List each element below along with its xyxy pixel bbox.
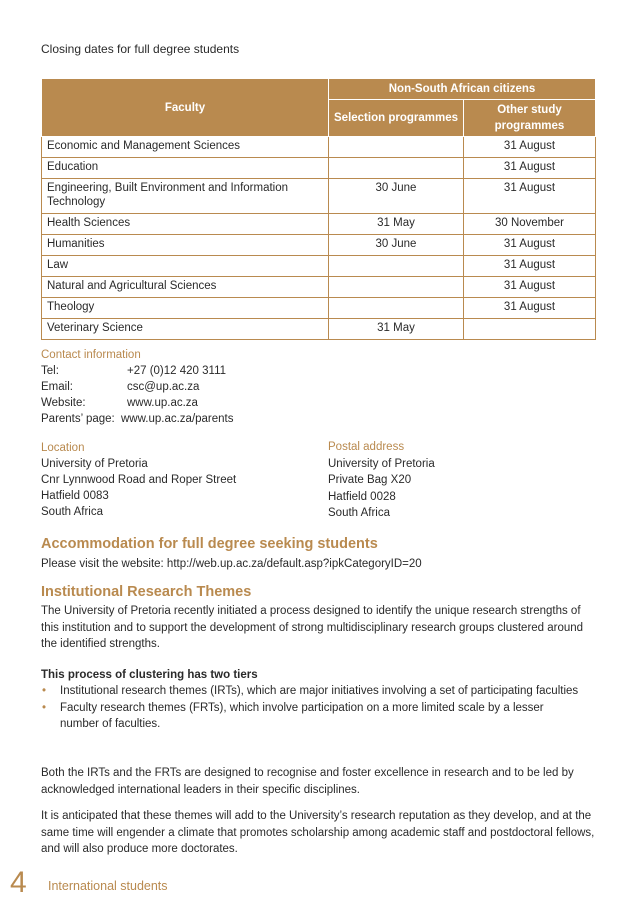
postal-title: Postal address: [328, 441, 405, 453]
table-row: [42, 298, 596, 319]
email-label: Email:: [41, 381, 73, 393]
selection-cell: [329, 256, 464, 277]
selection-cell: 30 June: [329, 179, 464, 214]
page-number: 4: [10, 866, 27, 899]
table-row: [42, 137, 596, 158]
faculty-cell: Natural and Agricultural Sciences: [42, 277, 329, 298]
faculty-cell: Engineering, Built Environment and Information Technology: [42, 179, 329, 214]
other-cell: [464, 319, 596, 340]
header-selection-programmes: Selection programmes: [329, 100, 464, 137]
website-label: Website:: [41, 397, 86, 409]
selection-cell: [329, 277, 464, 298]
tier-2-text: Faculty research themes (FRTs), which involve participation on a more limited scale by a lesser number of faculties.: [60, 701, 544, 730]
other-cell: 31 August: [464, 256, 596, 277]
header-non-sa-citizens: Non-South African citizens: [329, 79, 596, 100]
other-cell: 30 November: [464, 214, 596, 235]
faculty-cell: Health Sciences: [42, 214, 329, 235]
faculty-cell: Veterinary Science: [42, 319, 329, 340]
selection-cell: [329, 298, 464, 319]
closing-dates-table: [41, 78, 596, 340]
postal-line: South Africa: [328, 507, 391, 519]
research-heading: Institutional Research Themes: [41, 584, 252, 600]
list-item: [41, 683, 581, 700]
faculty-cell: Economic and Management Sciences: [42, 137, 329, 158]
faculty-cell: Theology: [42, 298, 329, 319]
contact-title: Contact information: [41, 349, 141, 361]
location-title: Location: [41, 442, 85, 454]
postal-line: Private Bag X20: [328, 474, 412, 486]
selection-cell: 30 June: [329, 235, 464, 256]
bullet-icon: •: [42, 701, 47, 714]
research-paragraph-1: The University of Pretoria recently initiated a process designed to identify the unique research strengths of this institution and to support the development of strong multidisciplinary research groups clustered around the identified strengths.: [41, 605, 584, 650]
accommodation-text: Please visit the website: http://web.up.ac.za/default.asp?ipkCategoryID=20: [41, 558, 422, 570]
tiers-list: [41, 683, 581, 733]
location-line: University of Pretoria: [41, 458, 148, 470]
location-line: Hatfield 0083: [41, 490, 109, 502]
table-row: [42, 277, 596, 298]
selection-cell: [329, 158, 464, 179]
tel-value: +27 (0)12 420 3111: [127, 365, 227, 377]
list-item: [41, 700, 581, 733]
table-row: [42, 158, 596, 179]
other-cell: 31 August: [464, 158, 596, 179]
faculty-cell: Education: [42, 158, 329, 179]
website-link[interactable]: www.up.ac.za: [127, 397, 198, 409]
other-cell: 31 August: [464, 137, 596, 158]
table-row: [42, 214, 596, 235]
table-row: [42, 179, 596, 214]
other-cell: 31 August: [464, 277, 596, 298]
footer-section: International students: [48, 879, 168, 893]
header-other-programmes: Other study programmes: [464, 100, 596, 137]
research-paragraph-2: Both the IRTs and the FRTs are designed to recognise and foster excellence in research and to be led by acknowledged international leaders in their specific disciplines.: [41, 767, 574, 796]
selection-cell: [329, 137, 464, 158]
location-line: Cnr Lynnwood Road and Roper Street: [41, 474, 237, 486]
accommodation-heading: Accommodation for full degree seeking students: [41, 536, 378, 552]
table-row: [42, 235, 596, 256]
other-cell: 31 August: [464, 235, 596, 256]
header-faculty: Faculty: [42, 79, 329, 137]
email-link[interactable]: csc@up.ac.za: [127, 381, 200, 393]
selection-cell: 31 May: [329, 214, 464, 235]
other-cell: 31 August: [464, 179, 596, 214]
faculty-cell: Humanities: [42, 235, 329, 256]
research-paragraph-3: It is anticipated that these themes will add to the University’s research reputation as they develop, and at the same time will engender a climate that promotes scholarship among academic staff and postdoctoral fellows, and will also produce more doctorates.: [41, 810, 595, 855]
contact-information: [41, 347, 341, 427]
table-row: [42, 319, 596, 340]
location-line: South Africa: [41, 506, 104, 518]
postal-line: Hatfield 0028: [328, 490, 396, 503]
faculty-cell: Law: [42, 256, 329, 277]
table-row: [42, 256, 596, 277]
location-block: [41, 440, 311, 520]
tiers-title: This process of clustering has two tiers: [41, 669, 258, 681]
tier-1-text: Institutional research themes (IRTs), which are major initiatives involving a set of participating faculties: [60, 685, 579, 697]
parents-label: Parents’ page:: [41, 413, 115, 425]
selection-cell: 31 May: [329, 319, 464, 340]
table-intro: Closing dates for full degree students: [41, 42, 240, 56]
parents-link[interactable]: www.up.ac.za/parents: [121, 413, 234, 425]
other-cell: 31 August: [464, 298, 596, 319]
postal-address-block: [328, 439, 578, 522]
bullet-icon: •: [42, 685, 47, 697]
postal-line: University of Pretoria: [328, 457, 435, 470]
tel-label: Tel:: [41, 365, 59, 377]
